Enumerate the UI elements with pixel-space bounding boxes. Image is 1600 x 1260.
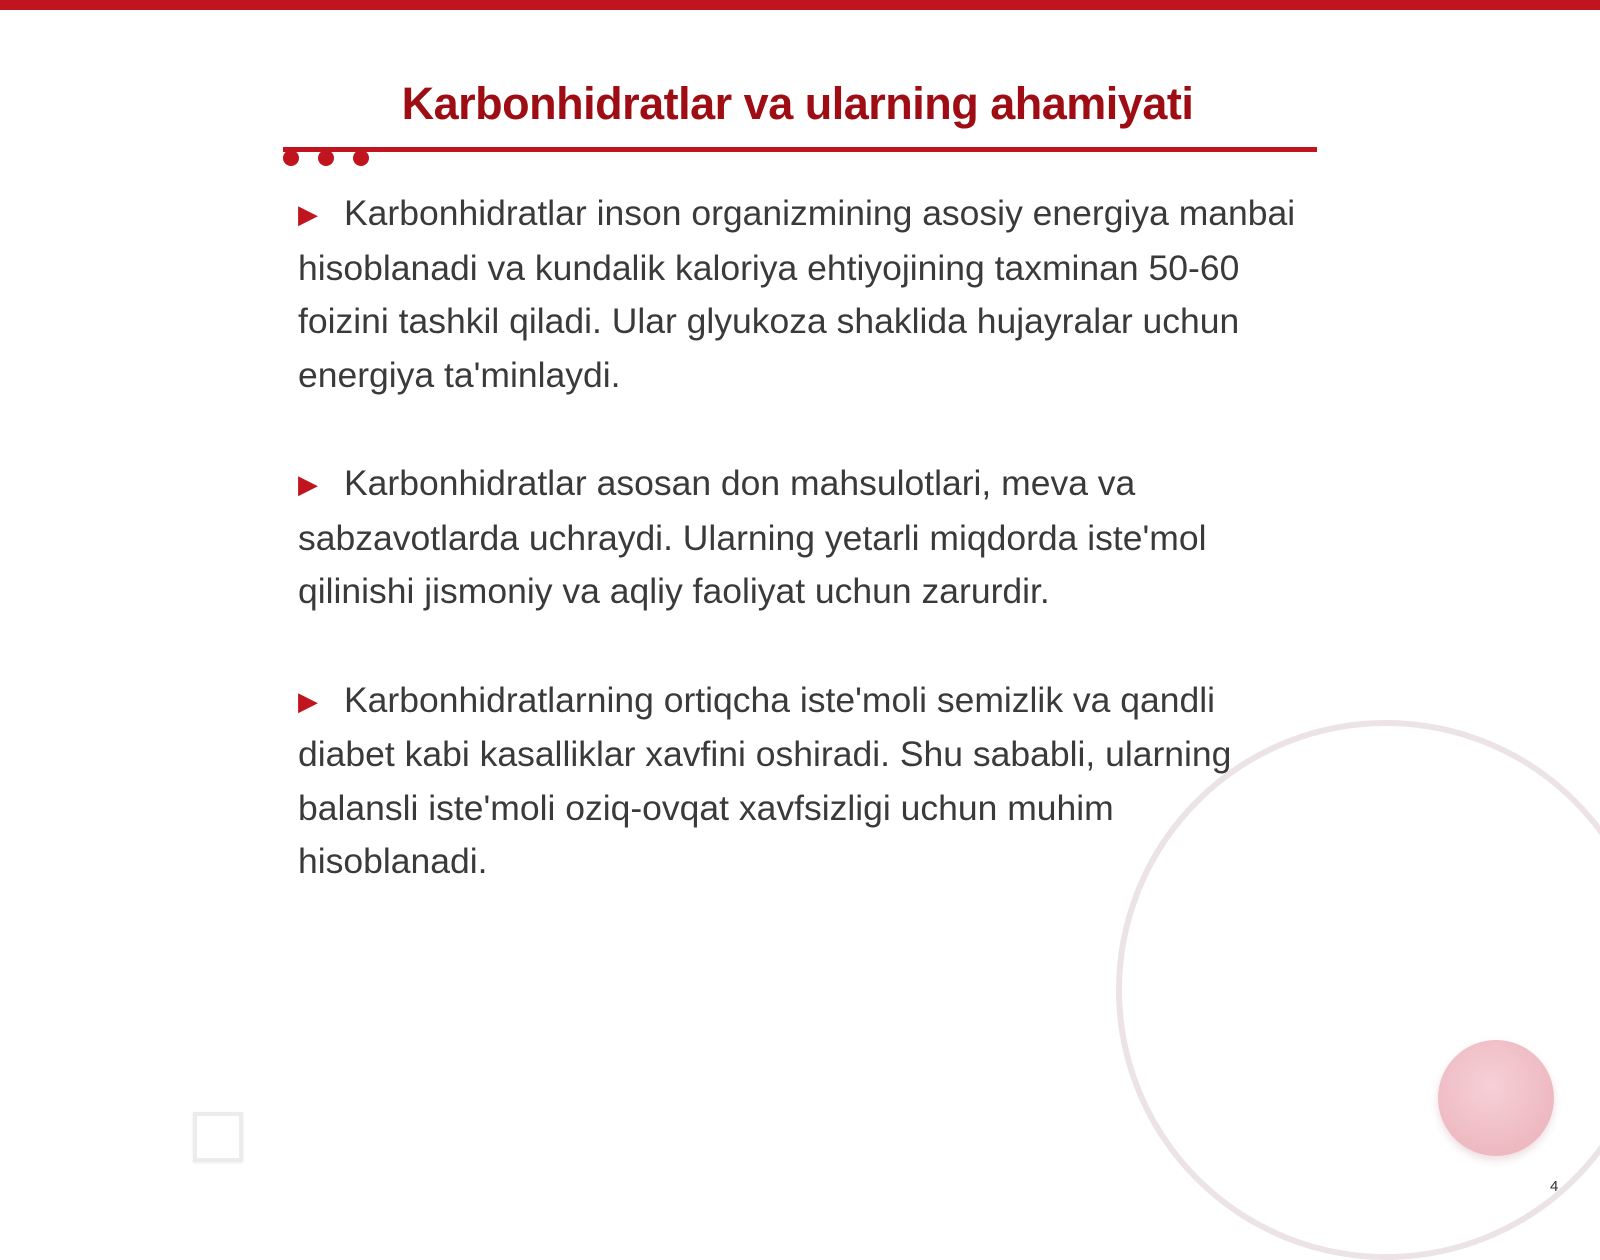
bullet-text: Karbonhidratlar inson organizmining asosiy energiya manbai hisoblanadi va kundalik kaloriya ehtiyojining taxminan 50-60 foizini tashkil qiladi. Ular glyukoza shaklida hujayralar uchun energiya ta'minlaydi. (298, 193, 1296, 395)
accent-dot (283, 150, 299, 166)
triangle-right-icon: ▶ (298, 685, 318, 716)
bullet-item (298, 457, 1308, 619)
page-number: 4 (1550, 1178, 1559, 1195)
decorative-disc (1438, 1040, 1554, 1156)
accent-dot (318, 150, 334, 166)
triangle-right-icon: ▶ (298, 469, 318, 499)
bullet-text: Karbonhidratlarning ortiqcha iste'moli semizlik va qandli diabet kabi kasalliklar xavfini oshiradi. Shu sababli, ularning balansli iste'moli oziq-ovqat xavfsizligi uchun muhim hisoblanadi. (298, 679, 1232, 881)
decorative-square (193, 1112, 243, 1162)
bullet-item (298, 187, 1308, 402)
title-underline (283, 147, 1317, 152)
triangle-right-icon: ▶ (298, 199, 318, 229)
bullet-list (298, 187, 1308, 944)
bullet-item (298, 674, 1308, 889)
accent-dot (353, 150, 369, 166)
bullet-text: Karbonhidratlar asosan don mahsulotlari, meva va sabzavotlarda uchraydi. Ularning yetarli miqdorda iste'mol qilinishi jismoniy va aqliy faoliyat uchun zarurdir. (298, 463, 1207, 611)
top-accent-bar (0, 0, 1600, 10)
slide-title: Karbonhidratlar va ularning ahamiyati (401, 78, 1194, 129)
